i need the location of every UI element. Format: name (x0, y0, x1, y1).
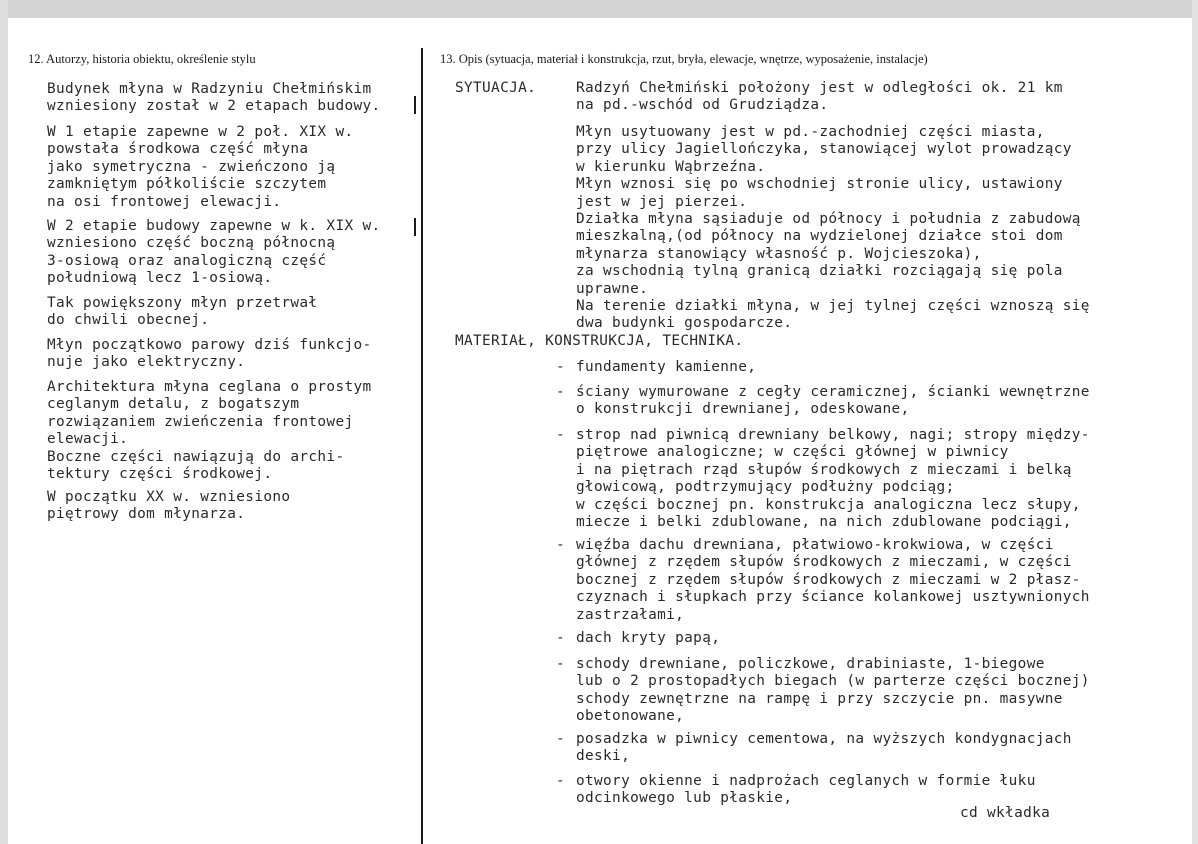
material-item-3: strop nad piwnicą drewniany belkowy, nagi; stropy między- piętrowe analogiczne; w części głównej w piwnicy i na piętrach rząd słupów środkowych z mieczami i belką głowicową, podtrzymujący podłużny podciąg; w części bocznej pn. konstrukcja analogiczna lecz słupy, miecze i belki zdublowane, na nich zdublowane podciągi, (576, 427, 1090, 531)
list-bullet: - (556, 731, 565, 747)
material-item-6: schody drewniane, policzkowe, drabiniaste, 1-biegowe lub o 2 prostopadłych biegach (w parterze części bocznej) schody zewnętrzne na rampę i przy szczycie pn. masywne obetonowane, (576, 656, 1090, 725)
list-bullet: - (556, 384, 565, 400)
scan-left-border (0, 0, 8, 844)
list-bullet: - (556, 359, 565, 375)
list-bullet: - (556, 656, 565, 672)
list-bullet: - (556, 427, 565, 443)
material-item-4: więźba dachu drewniana, płatwiowo-krokwiowa, w części głównej z rzędem słupów środkowych z mieczami, w części bocznej z rzędem słupów środkowych z mieczami w 2 płasz- czyznach i słupkach przy ściance kolankowej usztywnionych zastrzałami, (576, 537, 1090, 623)
list-bullet: - (556, 773, 565, 789)
typewriter-margin-mark (414, 96, 416, 114)
material-item-7: posadzka w piwnicy cementowa, na wyższych kondygnacjach deski, (576, 731, 1072, 765)
list-bullet: - (556, 630, 565, 646)
scan-top-border (0, 0, 1198, 18)
scan-right-border (1192, 0, 1198, 844)
history-paragraph-4: Tak powiększony młyn przetrwał do chwili obecnej. (47, 295, 318, 329)
material-label: MATERIAŁ, KONSTRUKCJA, TECHNIKA. (455, 333, 744, 349)
sytuacja-label: SYTUACJA. (455, 80, 537, 96)
section-13-header: 13. Opis (sytuacja, materiał i konstrukcja, rzut, bryła, elewacje, wnętrze, wyposażenie, instalacje) (440, 52, 928, 66)
material-item-1: fundamenty kamienne, (576, 359, 757, 375)
material-item-8: otwory okienne i nadprożach ceglanych w formie łuku odcinkowego lub płaskie, (576, 773, 1036, 807)
history-paragraph-1: Budynek młyna w Radzyniu Chełmińskim wzniesiony został w 2 etapach budowy. (47, 81, 381, 115)
material-item-2: ściany wymurowane z cegły ceramicznej, ścianki wewnętrzne o konstrukcji drewnianej, odeskowane, (576, 384, 1090, 418)
typewriter-margin-mark (414, 218, 416, 236)
history-paragraph-2: W 1 etapie zapewne w 2 poł. XIX w. powstała środkowa część młyna jako symetryczna - zwieńczono ją zamkniętym półkoliście szczytem na osi frontowej elewacji. (47, 124, 354, 210)
column-divider (421, 48, 423, 844)
material-item-5: dach kryty papą, (576, 630, 721, 646)
history-paragraph-6: Architektura młyna ceglana o prostym ceglanym detalu, z bogatszym rozwiązaniem zwieńczenia frontowej elewacji. Boczne części nawiązują do archi- tektury części środkowej. (47, 379, 372, 483)
continuation-note: cd wkładka (960, 805, 1051, 821)
list-bullet: - (556, 537, 565, 553)
history-paragraph-3: W 2 etapie budowy zapewne w k. XIX w. wzniesiono część boczną północną 3-osiową oraz analogiczną część południową lecz 1-osiową. (47, 218, 381, 287)
sytuacja-paragraph-1: Radzyń Chełmiński położony jest w odległości ok. 21 km na pd.-wschód od Grudziądza. (576, 80, 1063, 114)
section-12-header: 12. Autorzy, historia obiektu, określenie stylu (28, 52, 256, 66)
history-paragraph-5: Młyn początkowo parowy dziś funkcjo- nuje jako elektryczny. (47, 337, 372, 371)
history-paragraph-7: W początku XX w. wzniesiono piętrowy dom młynarza. (47, 489, 291, 523)
sytuacja-paragraph-2: Młyn usytuowany jest w pd.-zachodniej części miasta, przy ulicy Jagiellończyka, stanowiącej wylot prowadzący w kierunku Wąbrzeźna. Młyn wznosi się po wschodniej stronie ulicy, ustawiony jest w jej pierzei. Działka młyna sąsiaduje od północy i południa z zabudową mieszkalną,(od północy na wydzielonej działce stoi dom młynarza stanowiący własność p. Wojcieszoka), za wschodnią tylną granicą działki rozciągają się pola uprawne. Na terenie działki młyna, w jej tylnej części wznoszą się dwa budynki gospodarcze. (576, 124, 1090, 332)
